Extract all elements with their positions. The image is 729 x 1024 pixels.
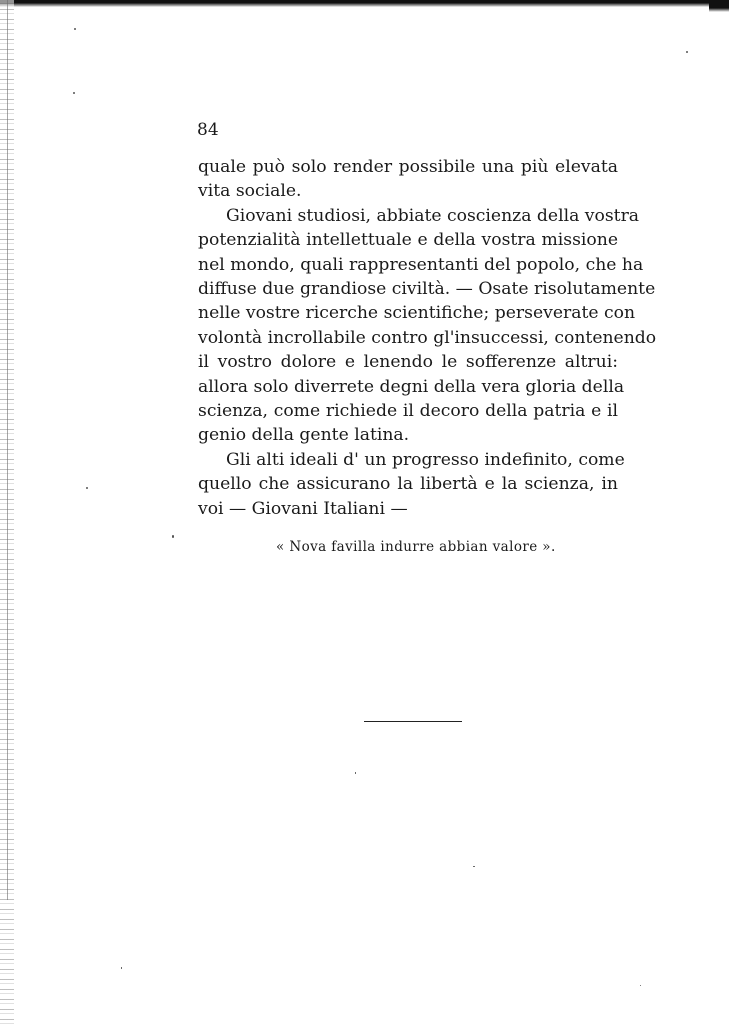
scan-top-edge-corner [709,0,729,12]
text-line: voi — Giovani Italiani — [198,498,408,519]
scan-speck [74,28,76,30]
text-line: potenzialità intellettuale e della vostra missione [198,230,618,251]
text-line: quello che assicurano la libertà e la scienza, in [198,474,618,495]
text-line: Gli alti ideali d' un progresso indefinito, come [226,449,625,470]
closing-quote: « Nova favilla indurre abbian valore ». [276,539,556,555]
scan-speck [640,985,641,986]
text-line: vita sociale. [198,181,302,202]
body-text [198,155,657,521]
scan-binding-line [7,0,8,900]
text-line: Giovani studiosi, abbiate coscienza della vostra [226,205,640,226]
scan-speck [121,967,122,969]
text-line: diffuse due grandiose civiltà. — Osate risolutamente [198,279,656,300]
text-line: scienza, come richiede il decoro della patria e il [198,401,618,422]
end-rule [364,721,462,722]
scan-speck [172,535,174,538]
scan-top-edge [0,0,729,7]
page-number: 84 [197,120,219,140]
scan-speck [73,92,75,94]
text-line: volontà incrollabile contro gl'insuccessi, contenendo [198,327,657,348]
text-line: allora solo diverrete degni della vera gloria della [198,376,625,397]
scan-speck [86,487,88,489]
scan-speck [686,51,688,53]
text-line: nel mondo, quali rappresentanti del popolo, che ha [198,254,644,275]
text-line: genio della gente latina. [198,425,410,446]
text-line: nelle vostre ricerche scientifiche; perseverate con [198,303,636,324]
text-line: quale può solo render possibile una più elevata [198,157,618,177]
scan-speck [355,772,356,774]
scan-speck [473,866,475,867]
text-line: il vostro dolore e lenendo le sofferenze altrui: [198,352,618,373]
